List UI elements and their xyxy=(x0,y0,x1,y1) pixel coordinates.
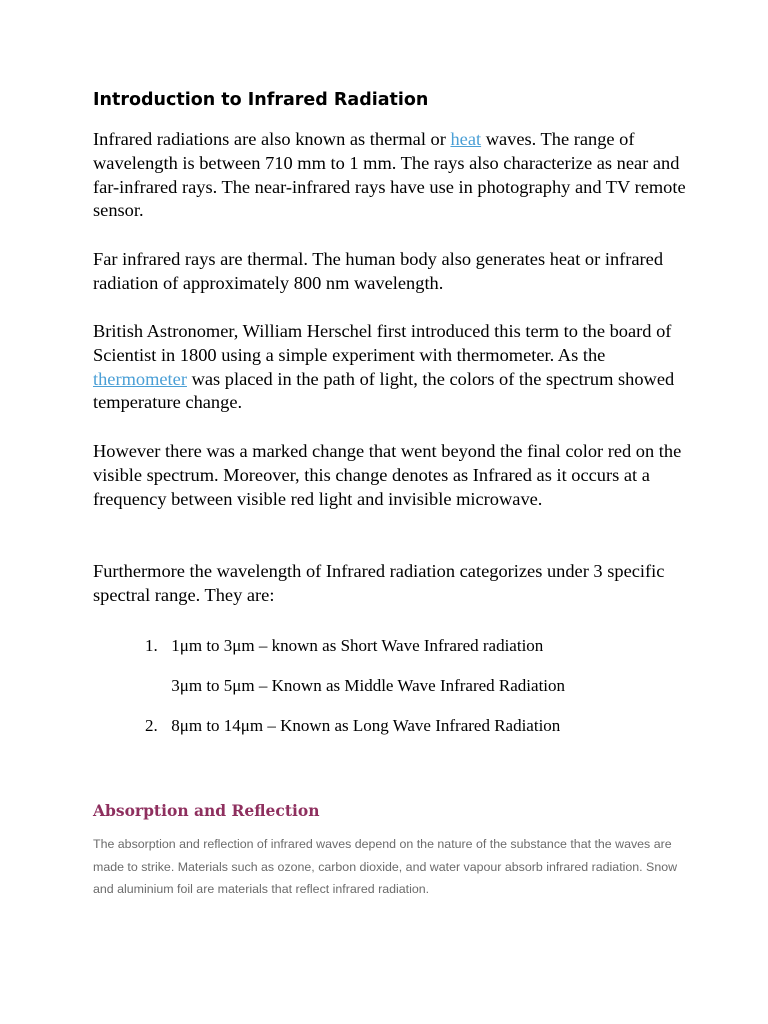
paragraph-visible-spectrum: However there was a marked change that went beyond the final color red on the visible spectrum. Moreover, this change denotes as Infrared as it occurs at a frequency between visible red light and invisible microwave. xyxy=(93,441,682,509)
list-item xyxy=(145,715,560,737)
list-item-text: 1μm to 3μm – known as Short Wave Infrared radiation xyxy=(171,636,544,655)
paragraph-text: was placed in the path of light, the colors of the spectrum showed temperature change. xyxy=(93,368,675,413)
page-title: Introduction to Infrared Radiation xyxy=(93,90,429,110)
list-item-text: 8μm to 14μm – Known as Long Wave Infrared Radiation xyxy=(171,716,561,735)
list-item-number: 2. xyxy=(145,716,158,735)
list-item xyxy=(145,635,543,657)
list-item-text: 3μm to 5μm – Known as Middle Wave Infrared Radiation xyxy=(171,676,566,695)
list-item-number: 1. xyxy=(145,636,158,655)
paragraph-spectral-range: Furthermore the wavelength of Infrared radiation categorizes under 3 specific spectral range. They are: xyxy=(93,561,665,605)
list-item xyxy=(145,675,565,697)
paragraph-herschel xyxy=(93,320,693,415)
paragraph-absorption: The absorption and reflection of infrared waves depend on the nature of the substance that the waves are made to strike. Materials such as ozone, carbon dioxide, and water vapour absorb infrared radiation. Snow and aluminium foil are materials that reflect infrared radiation. xyxy=(93,837,678,897)
paragraph-text: Infrared radiations are also known as thermal or xyxy=(93,129,451,149)
thermometer-link[interactable]: thermometer xyxy=(93,368,187,389)
paragraph-text: British Astronomer, William Herschel first introduced this term to the board of Scientist in 1800 using a simple experiment with thermometer. As the xyxy=(93,321,672,365)
paragraph-text: waves. The range of wavelength is between 710 mm to 1 mm. The rays also characterize as near and far-infrared rays. The near-infrared rays have use in photography and TV remote sensor. xyxy=(93,129,686,221)
heat-link[interactable]: heat xyxy=(450,129,482,149)
paragraph-infrared-intro xyxy=(93,128,693,223)
section-heading: Absorption and Reflection xyxy=(93,801,320,820)
paragraph-far-infrared: Far infrared rays are thermal. The human body also generates heat or infrared radiation of approximately 800 nm wavelength. xyxy=(93,249,664,293)
